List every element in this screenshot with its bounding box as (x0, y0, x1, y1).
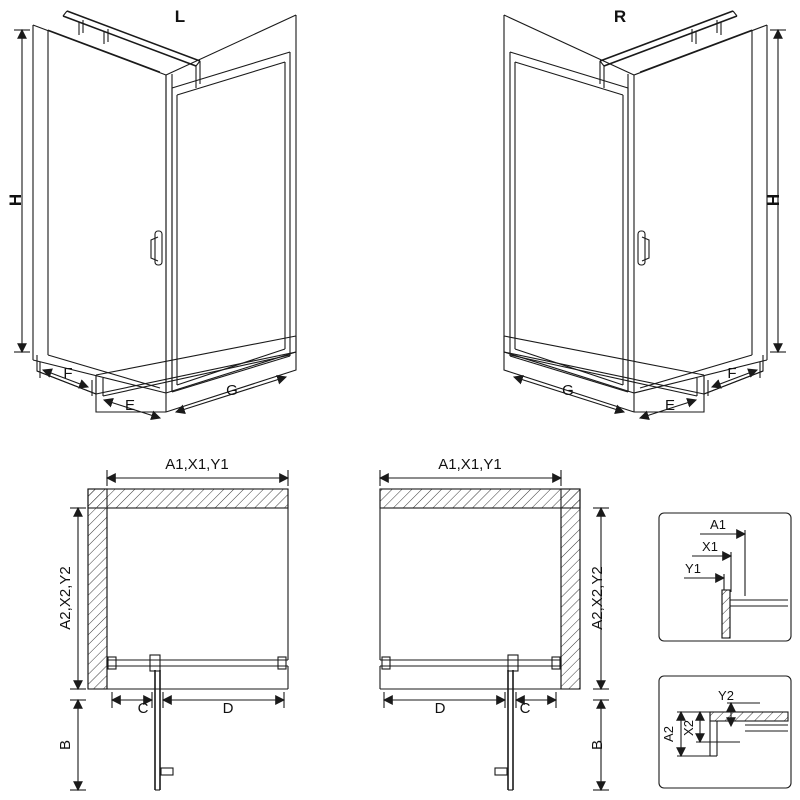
plan-left-side-label: A2,X2,Y2 (57, 566, 74, 630)
plan-left-swing-label: B (57, 739, 74, 751)
iso-right-side-label: G (562, 382, 574, 399)
plan-right-side-label: A2,X2,Y2 (589, 566, 606, 630)
detail-top-dim-Y1 (684, 574, 724, 590)
detail-top-label-y1: Y1 (685, 561, 701, 576)
dimension-H-right (770, 30, 786, 352)
detail-top-label-a1: A1 (710, 517, 726, 532)
plan-view-right (380, 456, 609, 790)
detail-view-top (659, 513, 791, 641)
iso-view-right (504, 7, 786, 418)
detail-top-label-x1: X1 (702, 539, 718, 554)
iso-view-left (6, 7, 296, 418)
plan-left-panel2-label: D (222, 700, 234, 717)
dimension-H-left (14, 30, 30, 352)
plan-view-left (57, 456, 288, 790)
iso-left-depth-label: F (63, 365, 73, 382)
plan-right-panel1-label: D (434, 700, 446, 717)
iso-right-height-label: H (764, 193, 783, 207)
iso-left-side-label: G (226, 382, 238, 399)
detail-bottom-label-y2: Y2 (718, 688, 734, 703)
door-handle-left-iso (151, 231, 162, 265)
handing-label-left: L (174, 7, 186, 26)
door-handle-right-iso (638, 231, 649, 265)
plan-right-top-label: A1,X1,Y1 (438, 456, 502, 473)
detail-bottom-label-x2: X2 (681, 720, 696, 736)
iso-left-height-label: H (6, 193, 25, 207)
detail-bottom-label-a2: A2 (661, 726, 676, 742)
plan-left-panel1-label: C (137, 700, 149, 717)
handing-label-right: R (613, 7, 627, 26)
plan-left-top-label: A1,X1,Y1 (165, 456, 229, 473)
detail-view-bottom (659, 676, 791, 788)
iso-left-front-label: E (124, 397, 136, 414)
plan-right-swing-label: B (589, 739, 606, 751)
plan-right-panel2-label: C (519, 700, 531, 717)
iso-right-front-label: E (664, 397, 676, 414)
iso-right-depth-label: F (727, 365, 737, 382)
